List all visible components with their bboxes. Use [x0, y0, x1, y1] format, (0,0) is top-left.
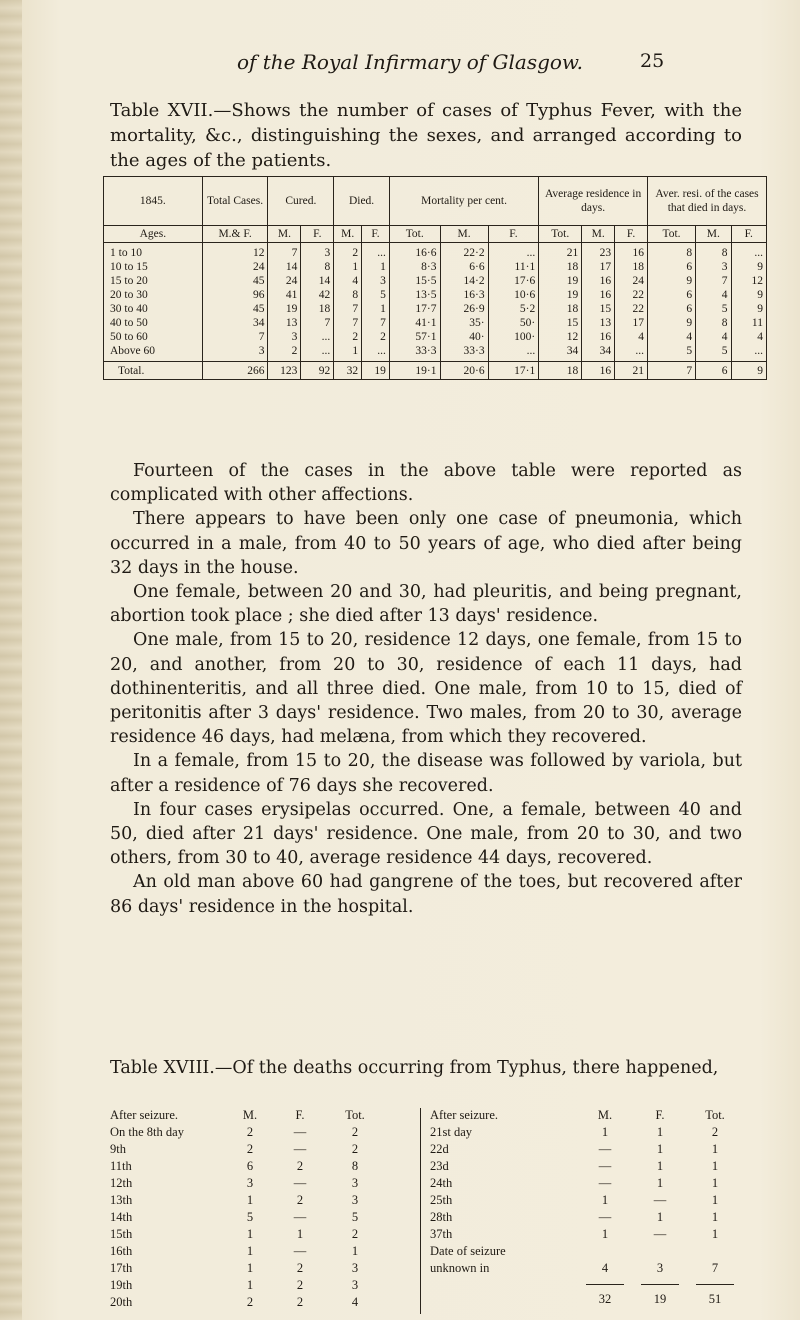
value-cell: 15·5 — [389, 274, 440, 288]
grand-total-cell: 32 — [598, 1292, 612, 1306]
value-cell: 13 — [268, 316, 301, 330]
column-header: Tot. — [705, 1108, 725, 1122]
value-cell: 18 — [539, 260, 582, 274]
seizure-day-label: 11th — [110, 1159, 132, 1173]
value-cell: 9 — [648, 274, 696, 288]
value-cell: 5·2 — [488, 302, 539, 316]
value-cell: 1 — [362, 302, 390, 316]
total-value-cell: 266 — [202, 362, 268, 380]
count-cell: 8 — [351, 1159, 359, 1173]
sub-m: M. — [696, 226, 731, 243]
paragraph: Fourteen of the cases in the above table were reported as complicated with other affections. — [110, 461, 742, 506]
table-row — [104, 260, 767, 274]
total-value-cell: 20·6 — [440, 362, 488, 380]
value-cell: 26·9 — [440, 302, 488, 316]
seizure-day-label: 15th — [110, 1227, 133, 1241]
count-cell: 4 — [601, 1261, 609, 1275]
paragraph: There appears to have been only one case of pneumonia, which occurred in a male, from 40 to 50 years of age, who died after being 32 days in the house. — [110, 509, 742, 578]
count-cell: 2 — [711, 1125, 719, 1139]
sub-tot: Tot. — [648, 226, 696, 243]
value-cell: 3 — [362, 274, 390, 288]
column-header: M. — [597, 1108, 613, 1122]
running-title: of the Royal Infirmary of Glasgow. — [236, 50, 584, 74]
value-cell: 7 — [696, 274, 731, 288]
sub-m: M. — [440, 226, 488, 243]
seizure-day-label: On the 8th day — [110, 1125, 184, 1139]
value-cell: 8·3 — [389, 260, 440, 274]
count-cell: 2 — [296, 1278, 304, 1292]
count-cell: 3 — [351, 1278, 359, 1292]
count-cell: — — [598, 1159, 612, 1173]
value-cell: ... — [488, 243, 539, 261]
value-cell: 35· — [440, 316, 488, 330]
sub-f: F. — [731, 226, 767, 243]
sub-f: F. — [488, 226, 539, 243]
age-range-cell: 50 to 60 — [104, 330, 203, 344]
count-cell: 1 — [711, 1142, 719, 1156]
value-cell: 4 — [648, 330, 696, 344]
value-cell: 12 — [202, 243, 268, 261]
count-cell: 1 — [711, 1176, 719, 1190]
died-header: Died. — [334, 177, 390, 226]
ages-header: Ages. — [104, 226, 203, 243]
seizure-day-label: 28th — [430, 1210, 453, 1224]
value-cell: 40· — [440, 330, 488, 344]
age-range-cell: Above 60 — [104, 344, 203, 362]
value-cell: 7 — [202, 330, 268, 344]
value-cell: 7 — [334, 302, 362, 316]
value-cell: 8 — [334, 288, 362, 302]
count-cell: 4 — [351, 1295, 359, 1309]
value-cell: 16·3 — [440, 288, 488, 302]
value-cell: 13·5 — [389, 288, 440, 302]
sub-mf: M.& F. — [202, 226, 268, 243]
value-cell: 18 — [539, 302, 582, 316]
table-row — [104, 243, 767, 261]
value-cell: 5 — [696, 302, 731, 316]
seizure-day-label: Date of seizure — [430, 1244, 506, 1258]
count-cell: 1 — [351, 1244, 359, 1258]
value-cell: 14 — [268, 260, 301, 274]
value-cell: 4 — [731, 330, 767, 344]
value-cell: 24 — [202, 260, 268, 274]
value-cell: 4 — [696, 330, 731, 344]
count-cell: 2 — [296, 1159, 304, 1173]
value-cell: 12 — [731, 274, 767, 288]
total-value-cell: 16 — [582, 362, 615, 380]
total-label: Total. — [104, 362, 203, 380]
year-header: 1845. — [104, 177, 203, 226]
table17-caption — [110, 98, 742, 173]
value-cell: 11 — [731, 316, 767, 330]
value-cell: 45 — [202, 274, 268, 288]
count-cell: 3 — [656, 1261, 664, 1275]
count-cell: — — [293, 1125, 307, 1139]
value-cell: ... — [301, 344, 334, 362]
sub-tot: Tot. — [389, 226, 440, 243]
count-cell: 2 — [296, 1295, 304, 1309]
value-cell: 2 — [362, 330, 390, 344]
value-cell: 57·1 — [389, 330, 440, 344]
value-cell: 7 — [268, 243, 301, 261]
paragraph: An old man above 60 had gangrene of the toes, but recovered after 86 days' residence in the hospital. — [110, 872, 742, 917]
value-cell: 5 — [648, 344, 696, 362]
total-value-cell: 32 — [334, 362, 362, 380]
value-cell: 15 — [582, 302, 615, 316]
column-header: F. — [295, 1108, 305, 1122]
value-cell: 13 — [582, 316, 615, 330]
value-cell: 9 — [731, 302, 767, 316]
seizure-day-label: 37th — [430, 1227, 453, 1241]
age-range-cell: 20 to 30 — [104, 288, 203, 302]
count-cell: 1 — [656, 1210, 664, 1224]
column-header: After seizure. — [430, 1108, 499, 1122]
seizure-day-label: 22d — [430, 1142, 449, 1156]
value-cell: 16·6 — [389, 243, 440, 261]
value-cell: 4 — [334, 274, 362, 288]
avg-residence-died-header: Aver. resi. of the cases that died in days. — [648, 177, 767, 226]
paragraph: In four cases erysipelas occurred. One, a female, between 40 and 50, died after 21 days' residence. One male, from 20 to 30, and two others, from 30 to 40, average residence 44 days, recovered. — [110, 799, 742, 869]
value-cell: 12 — [539, 330, 582, 344]
count-cell: — — [293, 1176, 307, 1190]
seizure-day-label: 16th — [110, 1244, 133, 1258]
count-cell: 3 — [351, 1176, 359, 1190]
value-cell: 5 — [362, 288, 390, 302]
value-cell: 22·2 — [440, 243, 488, 261]
sum-rule — [641, 1284, 679, 1285]
value-cell: 23 — [582, 243, 615, 261]
value-cell: 10·6 — [488, 288, 539, 302]
count-cell: 2 — [351, 1142, 359, 1156]
count-cell: 1 — [601, 1125, 609, 1139]
count-cell: — — [293, 1210, 307, 1224]
value-cell: 9 — [731, 288, 767, 302]
table17-body — [104, 243, 767, 362]
count-cell: 2 — [351, 1227, 359, 1241]
total-value-cell: 19·1 — [389, 362, 440, 380]
sub-m: M. — [582, 226, 615, 243]
value-cell: 17·6 — [488, 274, 539, 288]
value-cell: 3 — [268, 330, 301, 344]
value-cell: 96 — [202, 288, 268, 302]
value-cell: 42 — [301, 288, 334, 302]
value-cell: 9 — [731, 260, 767, 274]
sub-f: F. — [615, 226, 648, 243]
count-cell: 1 — [246, 1193, 254, 1207]
value-cell: 33·3 — [389, 344, 440, 362]
value-cell: 5 — [696, 344, 731, 362]
value-cell: 2 — [268, 344, 301, 362]
sub-m: M. — [334, 226, 362, 243]
value-cell: 7 — [334, 316, 362, 330]
cured-header: Cured. — [268, 177, 334, 226]
value-cell: 8 — [696, 243, 731, 261]
value-cell: 1 — [334, 260, 362, 274]
table18-caption: Table XVIII.—Of the deaths occurring from Typhus, there happened, — [110, 1058, 719, 1078]
count-cell: 2 — [246, 1142, 254, 1156]
count-cell: — — [653, 1227, 667, 1241]
seizure-day-label: 21st day — [430, 1125, 473, 1139]
value-cell: 41·1 — [389, 316, 440, 330]
value-cell: 17 — [615, 316, 648, 330]
count-cell: 1 — [656, 1176, 664, 1190]
sum-rule — [696, 1284, 734, 1285]
count-cell: 6 — [246, 1159, 254, 1173]
value-cell: ... — [362, 344, 390, 362]
seizure-day-label: 19th — [110, 1278, 133, 1292]
column-header: After seizure. — [110, 1108, 179, 1122]
count-cell: 1 — [296, 1227, 304, 1241]
value-cell: 7 — [301, 316, 334, 330]
seizure-day-label: 25th — [430, 1193, 453, 1207]
total-value-cell: 17·1 — [488, 362, 539, 380]
value-cell: 1 — [334, 344, 362, 362]
count-cell: 1 — [711, 1210, 719, 1224]
total-value-cell: 9 — [731, 362, 767, 380]
count-cell: 1 — [711, 1227, 719, 1241]
value-cell: 24 — [615, 274, 648, 288]
count-cell: 1 — [711, 1193, 719, 1207]
count-cell: — — [293, 1244, 307, 1258]
count-cell: 3 — [351, 1193, 359, 1207]
value-cell: 3 — [696, 260, 731, 274]
value-cell: 6 — [648, 302, 696, 316]
value-cell: 3 — [301, 243, 334, 261]
count-cell: 1 — [601, 1227, 609, 1241]
value-cell: 18 — [615, 260, 648, 274]
value-cell: 34 — [539, 344, 582, 362]
value-cell: ... — [488, 344, 539, 362]
value-cell: 16 — [615, 243, 648, 261]
value-cell: 6 — [648, 260, 696, 274]
total-value-cell: 19 — [362, 362, 390, 380]
table-row — [104, 330, 767, 344]
table17-caption-text: —Shows the number of cases of Typhus Fever, with the mortality, &c., distinguishing the sexes, and arranged according to the ages of the patients. — [110, 100, 743, 171]
seizure-day-label: 24th — [430, 1176, 453, 1190]
value-cell: 19 — [539, 274, 582, 288]
value-cell: 34 — [582, 344, 615, 362]
seizure-day-label: 9th — [110, 1142, 126, 1156]
value-cell: ... — [362, 243, 390, 261]
value-cell: 6 — [648, 288, 696, 302]
count-cell: 1 — [246, 1244, 254, 1258]
value-cell: 16 — [582, 274, 615, 288]
value-cell: 8 — [696, 316, 731, 330]
value-cell: 7 — [362, 316, 390, 330]
body-text — [110, 459, 742, 919]
count-cell: 5 — [351, 1210, 359, 1224]
count-cell: 1 — [246, 1261, 254, 1275]
value-cell: 24 — [268, 274, 301, 288]
count-cell: 2 — [296, 1261, 304, 1275]
page-number: 25 — [640, 50, 665, 72]
table-row — [104, 316, 767, 330]
value-cell: 17·7 — [389, 302, 440, 316]
value-cell: 2 — [334, 330, 362, 344]
value-cell: 19 — [268, 302, 301, 316]
value-cell: 15 — [539, 316, 582, 330]
seizure-day-label: 12th — [110, 1176, 133, 1190]
seizure-day-label: unknown in — [430, 1261, 490, 1275]
sum-rule — [586, 1284, 624, 1285]
mortality-header: Mortality per cent. — [389, 177, 538, 226]
paragraph: One male, from 15 to 20, residence 12 days, one female, from 15 to 20, and another, from 20 to 30, residence of each 11 days, had dothinenteritis, and all three died. One male, from 10 to 15, died of peritonitis after 3 days' residence. Two males, from 20 to 30, average residence 46 days, had melæna, from which they recovered. — [110, 630, 742, 748]
value-cell: 45 — [202, 302, 268, 316]
table-row — [104, 302, 767, 316]
value-cell: 4 — [696, 288, 731, 302]
column-header: F. — [655, 1108, 665, 1122]
page-binding — [0, 0, 22, 1320]
count-cell: — — [653, 1193, 667, 1207]
count-cell: 1 — [246, 1278, 254, 1292]
value-cell: 34 — [202, 316, 268, 330]
table-row — [104, 344, 767, 362]
value-cell: 50· — [488, 316, 539, 330]
grand-total-cell: 19 — [653, 1292, 667, 1306]
total-cases-header: Total Cases. — [202, 177, 268, 226]
table-row — [104, 288, 767, 302]
value-cell: ... — [731, 243, 767, 261]
value-cell: 6·6 — [440, 260, 488, 274]
count-cell: 7 — [711, 1261, 719, 1275]
value-cell: 16 — [582, 288, 615, 302]
total-value-cell: 18 — [539, 362, 582, 380]
value-cell: 18 — [301, 302, 334, 316]
value-cell: 17 — [582, 260, 615, 274]
value-cell: 21 — [539, 243, 582, 261]
count-cell: 1 — [246, 1227, 254, 1241]
table-row — [104, 274, 767, 288]
count-cell: 2 — [351, 1125, 359, 1139]
count-cell: 1 — [601, 1193, 609, 1207]
table17-total-row — [104, 362, 767, 380]
paragraph: In a female, from 15 to 20, the disease was followed by variola, but after a residence of 76 days she recovered. — [110, 751, 742, 796]
age-range-cell: 15 to 20 — [104, 274, 203, 288]
count-cell: 3 — [246, 1176, 254, 1190]
count-cell: — — [598, 1142, 612, 1156]
seizure-day-label: 20th — [110, 1295, 133, 1309]
count-cell: 1 — [656, 1125, 664, 1139]
value-cell: 19 — [539, 288, 582, 302]
value-cell: 3 — [202, 344, 268, 362]
seizure-day-label: 14th — [110, 1210, 133, 1224]
sub-tot: Tot. — [539, 226, 582, 243]
total-value-cell: 7 — [648, 362, 696, 380]
count-cell: 2 — [246, 1125, 254, 1139]
value-cell: 11·1 — [488, 260, 539, 274]
value-cell: 22 — [615, 288, 648, 302]
count-cell: 2 — [246, 1295, 254, 1309]
count-cell: — — [293, 1142, 307, 1156]
value-cell: 1 — [362, 260, 390, 274]
value-cell: 2 — [334, 243, 362, 261]
table18-divider — [420, 1108, 421, 1314]
value-cell: 14 — [301, 274, 334, 288]
paragraph: One female, between 20 and 30, had pleuritis, and being pregnant, abortion took place ; she died after 13 days' residence. — [110, 582, 742, 627]
value-cell: 4 — [615, 330, 648, 344]
age-range-cell: 1 to 10 — [104, 243, 203, 261]
value-cell: 9 — [648, 316, 696, 330]
count-cell: 2 — [296, 1193, 304, 1207]
value-cell: ... — [301, 330, 334, 344]
count-cell: — — [598, 1210, 612, 1224]
sub-f: F. — [301, 226, 334, 243]
total-value-cell: 6 — [696, 362, 731, 380]
avg-residence-header: Average residence in days. — [539, 177, 648, 226]
table17-label: Table XVII. — [110, 100, 214, 121]
total-value-cell: 123 — [268, 362, 301, 380]
count-cell: 1 — [656, 1159, 664, 1173]
age-range-cell: 10 to 15 — [104, 260, 203, 274]
seizure-day-label: 23d — [430, 1159, 449, 1173]
value-cell: 33·3 — [440, 344, 488, 362]
count-cell: 1 — [656, 1142, 664, 1156]
value-cell: 14·2 — [440, 274, 488, 288]
value-cell: 41 — [268, 288, 301, 302]
column-header: Tot. — [345, 1108, 365, 1122]
value-cell: 100· — [488, 330, 539, 344]
value-cell: ... — [731, 344, 767, 362]
age-range-cell: 30 to 40 — [104, 302, 203, 316]
grand-total-cell: 51 — [708, 1292, 722, 1306]
sub-f: F. — [362, 226, 390, 243]
value-cell: 8 — [648, 243, 696, 261]
value-cell: ... — [615, 344, 648, 362]
seizure-day-label: 17th — [110, 1261, 133, 1275]
typhus-cases-table — [103, 176, 767, 380]
age-range-cell: 40 to 50 — [104, 316, 203, 330]
count-cell: 5 — [246, 1210, 254, 1224]
value-cell: 8 — [301, 260, 334, 274]
value-cell: 16 — [582, 330, 615, 344]
sub-m: M. — [268, 226, 301, 243]
count-cell: 1 — [711, 1159, 719, 1173]
column-header: M. — [242, 1108, 258, 1122]
total-value-cell: 21 — [615, 362, 648, 380]
count-cell: 3 — [351, 1261, 359, 1275]
seizure-day-label: 13th — [110, 1193, 133, 1207]
count-cell: — — [598, 1176, 612, 1190]
value-cell: 22 — [615, 302, 648, 316]
total-value-cell: 92 — [301, 362, 334, 380]
